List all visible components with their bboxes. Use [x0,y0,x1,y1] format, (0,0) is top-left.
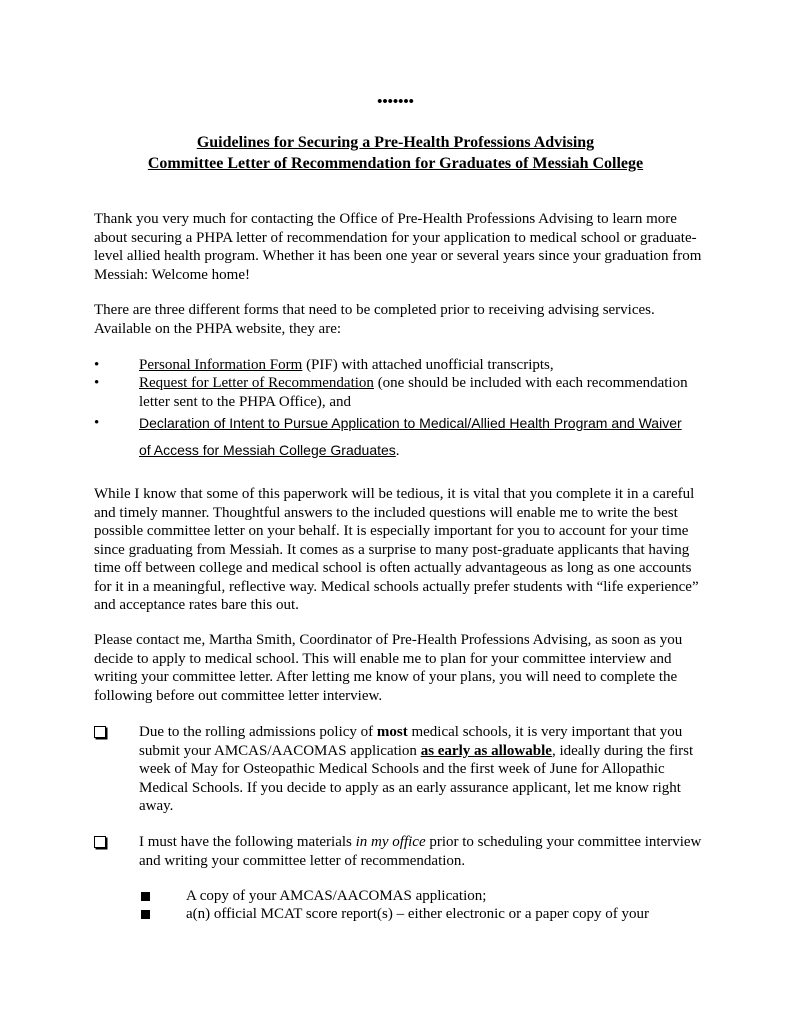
form-item-declaration [139,410,684,465]
form-link-pif[interactable]: Personal Information Form [139,357,303,373]
checklist-text: I must have the following materials [139,834,356,850]
intro-paragraph: Thank you very much for contacting the Office of Pre-Health Professions Advising to learn more about securing a PHPA letter of recommendation for your application to medical school or graduate-level allied health program. Whether it has been one year or several years since your graduation from Messiah: Welcome home! [94,211,702,283]
material-item-mcat: a(n) official MCAT score report(s) – either electronic or a paper copy of your [186,906,650,922]
form-desc-pif: (PIF) with attached unofficial transcripts, [302,357,554,373]
checklist-item-materials [139,833,709,870]
title-line-1: Guidelines for Securing a Pre-Health Professions Advising [196,134,595,151]
checklist-text: medical schools, it is very important that you submit your AMCAS/AACOMAS application [139,724,683,759]
material-item-application: A copy of your AMCAS/AACOMAS application; [186,888,487,904]
square-bullet-icon [141,910,150,919]
paperwork-paragraph: While I know that some of this paperwork will be tedious, it is vital that you complete it in a careful and timely manner. Thoughtful answers to the included questions will enable me to write the best possible committee letter on your behalf. It is especially important for you to account for your time since graduating from Messiah. It comes as a surprise to many post-graduate applicants that having time off between college and medical school is often actually advantageous as long as one accounts for it in a meaningful, reflective way. Medical schools actually prefer students with “life experience” and acceptance rates bare this out. [94,486,699,613]
form-desc-declaration: . [395,443,400,459]
checklist-text: Due to the rolling admissions policy of [139,724,377,740]
checklist-emphasis: as early as allowable [420,742,552,759]
checklist-text: prior to scheduling your committee interview and writing your committee letter of recommendation. [139,834,702,869]
checkbox-icon [94,726,106,738]
bullet-icon: • [94,375,100,391]
form-link-declaration[interactable]: Declaration of Intent to Pursue Application to Medical/Allied Health Program and Waiver of Access for Messiah College Graduates [139,415,682,458]
form-item-request [139,374,709,411]
title-line-2: Committee Letter of Recommendation for Graduates of Messiah College [147,155,644,172]
square-bullet-icon [141,892,150,901]
checklist-italic: in my office [355,834,426,850]
form-item-pif [139,356,709,375]
forms-intro-paragraph: There are three different forms that need to be completed prior to receiving advising services. Available on the PHPA website, they are: [94,302,655,337]
checklist-item-rolling-admissions [139,723,709,816]
checkbox-icon [94,836,106,848]
bullet-icon: • [94,415,100,431]
checklist-text: , ideally during the first week of May for Osteopathic Medical Schools and the first week of June for Allopathic Medical Schools. If you decide to apply as an early assurance applicant, let me know right away. [139,742,694,814]
contact-paragraph: Please contact me, Martha Smith, Coordinator of Pre-Health Professions Advising, as soon as you decide to apply to medical school. This will enable me to plan for your committee interview and writing your committee letter. After letting me know of your plans, you will need to complete the following before out committee letter interview. [94,632,683,704]
form-link-request[interactable]: Request for Letter of Recommendation [139,375,374,391]
ornament-dots: ••••••• [377,94,414,110]
form-desc-request: (one should be included with each recommendation letter sent to the PHPA Office), and [139,375,688,410]
checklist-bold: most [376,724,408,740]
bullet-icon: • [94,357,100,373]
